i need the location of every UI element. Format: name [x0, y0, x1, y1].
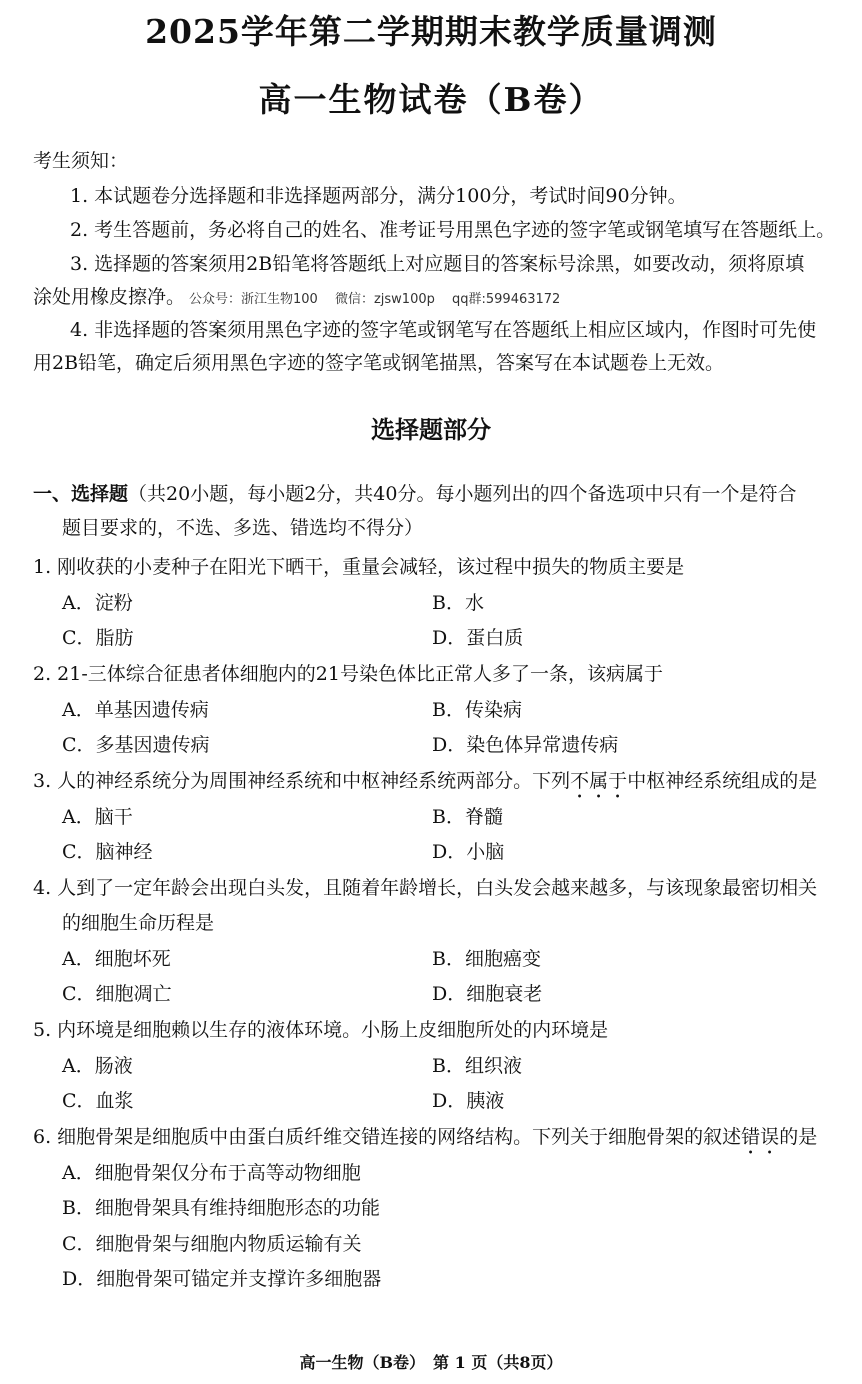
notice-item-2: 2. 考生答题前，务必将自己的姓名、准考证号用黑色字迹的签字笔或钢笔填写在答题纸上。	[70, 219, 836, 241]
question-6-option-d: D．细胞骨架可锚定并支撑许多细胞器	[62, 1268, 382, 1290]
question-2-option-a: A．单基因遗传病	[62, 699, 209, 721]
watermark-text: 公众号：浙江生物100 微信：zjsw100p qq群:599463172	[189, 292, 561, 307]
question-3-emphasis: 不属于	[570, 770, 628, 792]
question-4-option-a: A．细胞坏死	[62, 948, 171, 970]
question-5-option-a: A．肠液	[62, 1055, 133, 1077]
part-heading	[33, 482, 848, 506]
notice-item-3-line2: 涂处用橡皮擦净。	[33, 286, 186, 308]
question-2-option-b: B．传染病	[432, 699, 522, 721]
notice-item-4-cont: 用2B铅笔，确定后须用黑色字迹的签字笔或钢笔描黑，答案写在本试题卷上无效。	[33, 352, 725, 374]
question-3-option-b: B．脊髓	[432, 806, 503, 828]
question-5-option-d: D．胰液	[432, 1090, 505, 1112]
notice-item-3-cont	[33, 285, 848, 312]
question-1-option-b: B．水	[432, 592, 484, 614]
question-6-emphasis: 错误	[741, 1126, 780, 1148]
question-4-stem-cont: 的细胞生命历程是	[62, 912, 215, 934]
question-6-stem-post: 的是	[779, 1126, 818, 1148]
notice-item-1: 1. 本试题卷分选择题和非选择题两部分，满分100分，考试时间90分钟。	[70, 185, 687, 207]
question-1-stem: 1. 刚收获的小麦种子在阳光下晒干，重量会减轻，该过程中损失的物质主要是	[33, 556, 685, 578]
question-4-option-c: C．细胞凋亡	[62, 983, 172, 1005]
question-3-stem	[33, 769, 848, 803]
question-5-option-c: C．血浆	[62, 1090, 134, 1112]
question-3-option-c: C．脑神经	[62, 841, 153, 863]
question-6-stem-pre: 6. 细胞骨架是细胞质中由蛋白质纤维交错连接的网络结构。下列关于细胞骨架的叙述	[33, 1126, 742, 1148]
notice-heading: 考生须知：	[33, 150, 129, 172]
question-4-option-b: B．细胞癌变	[432, 948, 541, 970]
question-6-option-b: B．细胞骨架具有维持细胞形态的功能	[62, 1197, 380, 1219]
question-5-option-b: B．组织液	[432, 1055, 522, 1077]
question-1-option-a: A．淀粉	[62, 592, 133, 614]
question-6-option-c: C．细胞骨架与细胞内物质运输有关	[62, 1233, 362, 1255]
question-6-stem	[33, 1125, 848, 1159]
question-6-option-a: A．细胞骨架仅分布于高等动物细胞	[62, 1162, 361, 1184]
page-footer: 高一生物（B卷） 第 1 页（共8页）	[299, 1353, 563, 1372]
question-1-option-d: D．蛋白质	[432, 627, 524, 649]
section-title: 选择题部分	[371, 415, 491, 444]
question-2-stem: 2. 21-三体综合征患者体细胞内的21号染色体比正常人多了一条，该病属于	[33, 663, 663, 685]
notice-item-4: 4. 非选择题的答案须用黑色字迹的签字笔或钢笔写在答题纸上相应区域内，作图时可先使	[70, 319, 817, 341]
question-3-option-a: A．脑干	[62, 806, 133, 828]
exam-subtitle: 高一生物试卷（B卷）	[258, 80, 604, 119]
notice-item-3: 3. 选择题的答案须用2B铅笔将答题纸上对应题目的答案标号涂黑，如要改动，须将原填	[70, 253, 805, 275]
part-description-cont: 题目要求的，不选、多选、错选均不得分）	[62, 517, 424, 539]
question-2-option-d: D．染色体异常遗传病	[432, 734, 619, 756]
question-3-option-d: D．小脑	[432, 841, 505, 863]
question-3-stem-pre: 3. 人的神经系统分为周围神经系统和中枢神经系统两部分。下列	[33, 770, 571, 792]
question-5-stem: 5. 内环境是细胞赖以生存的液体环境。小肠上皮细胞所处的内环境是	[33, 1019, 609, 1041]
part-description: （共20小题，每小题2分，共40分。每小题列出的四个备选项中只有一个是符合	[128, 483, 797, 505]
question-1-option-c: C．脂肪	[62, 627, 134, 649]
question-3-stem-post: 中枢神经系统组成的是	[627, 770, 818, 792]
part-label: 一、选择题	[33, 483, 129, 505]
exam-title: 2025学年第二学期期末教学质量调测	[145, 12, 717, 51]
question-4-stem: 4. 人到了一定年龄会出现白头发，且随着年龄增长，白头发会越来越多，与该现象最密切相关	[33, 877, 818, 899]
question-2-option-c: C．多基因遗传病	[62, 734, 210, 756]
question-4-option-d: D．细胞衰老	[432, 983, 543, 1005]
